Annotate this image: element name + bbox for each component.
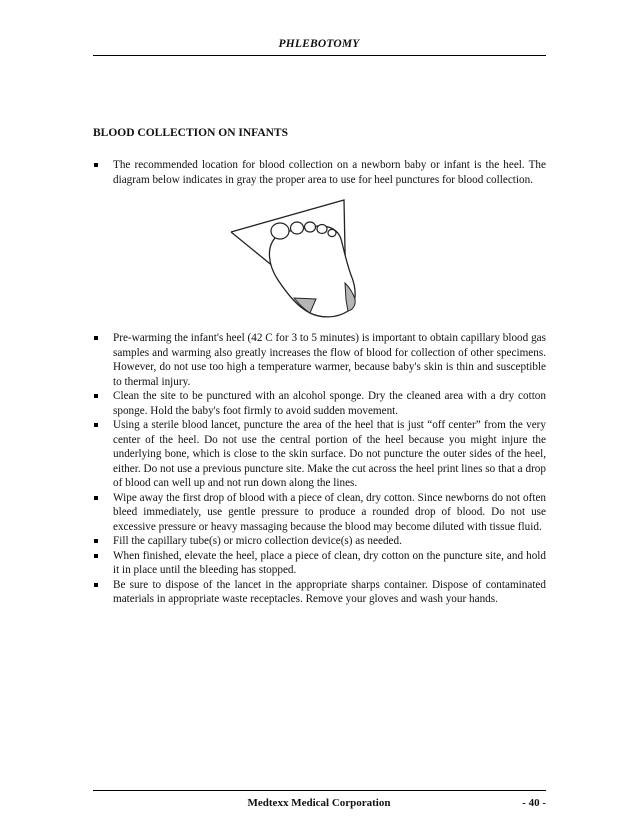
list-item: Using a sterile blood lancet, puncture the area of the heel that is just “off center” from the very center of the heel. Do not use the central portion of the heel because you might injure the underlying bone, which is close to the skin surface. Do not puncture the outer sides of the heel, either. Do not use a previous puncture site. Make the cut across the heel print lines so that a drop of blood can well up and not run down along the lines. xyxy=(93,418,546,491)
list-item: Be sure to dispose of the lancet in the appropriate sharps container. Dispose of contaminated materials in appropriate waste receptacles. Remove your gloves and wash your hands. xyxy=(93,578,546,607)
intro-bullet-list xyxy=(93,158,546,187)
list-item: Pre-warming the infant's heel (42 C for 3 to 5 minutes) is important to obtain capillary blood gas samples and warming also greatly increases the flow of blood for collection of other specimens. However, do not use too high a temperature warmer, because baby's skin is thin and susceptible to thermal injury. xyxy=(93,331,546,389)
infant-foot-heel-diagram-icon xyxy=(226,195,364,329)
list-item: Clean the site to be punctured with an alcohol sponge. Dry the cleaned area with a dry cotton sponge. Hold the baby's foot firmly to avoid sudden movement. xyxy=(93,389,546,418)
header-rule xyxy=(93,55,546,56)
page-number: - 40 - xyxy=(522,797,546,809)
footer-rule xyxy=(93,790,546,791)
heel-puncture-diagram xyxy=(226,195,364,329)
list-item: Fill the capillary tube(s) or micro collection device(s) as needed. xyxy=(93,534,546,549)
section-heading: BLOOD COLLECTION ON INFANTS xyxy=(93,127,289,139)
intro-bullet-item: The recommended location for blood collection on a newborn baby or infant is the heel. The diagram below indicates in gray the proper area to use for heel punctures for blood collection. xyxy=(93,158,546,187)
running-header-title: PHLEBOTOMY xyxy=(278,38,360,50)
footer-corporation: Medtexx Medical Corporation xyxy=(247,797,391,809)
list-item: Wipe away the first drop of blood with a piece of clean, dry cotton. Since newborns do not often bleed immediately, use gentle pressure to produce a rounded drop of blood. Do not use excessive pressure or heavy massaging because the blood may become diluted with tissue fluid. xyxy=(93,491,546,535)
procedure-steps-list xyxy=(93,331,546,607)
list-item: When finished, elevate the heel, place a piece of clean, dry cotton on the puncture site, and hold it in place until the bleeding has stopped. xyxy=(93,549,546,578)
